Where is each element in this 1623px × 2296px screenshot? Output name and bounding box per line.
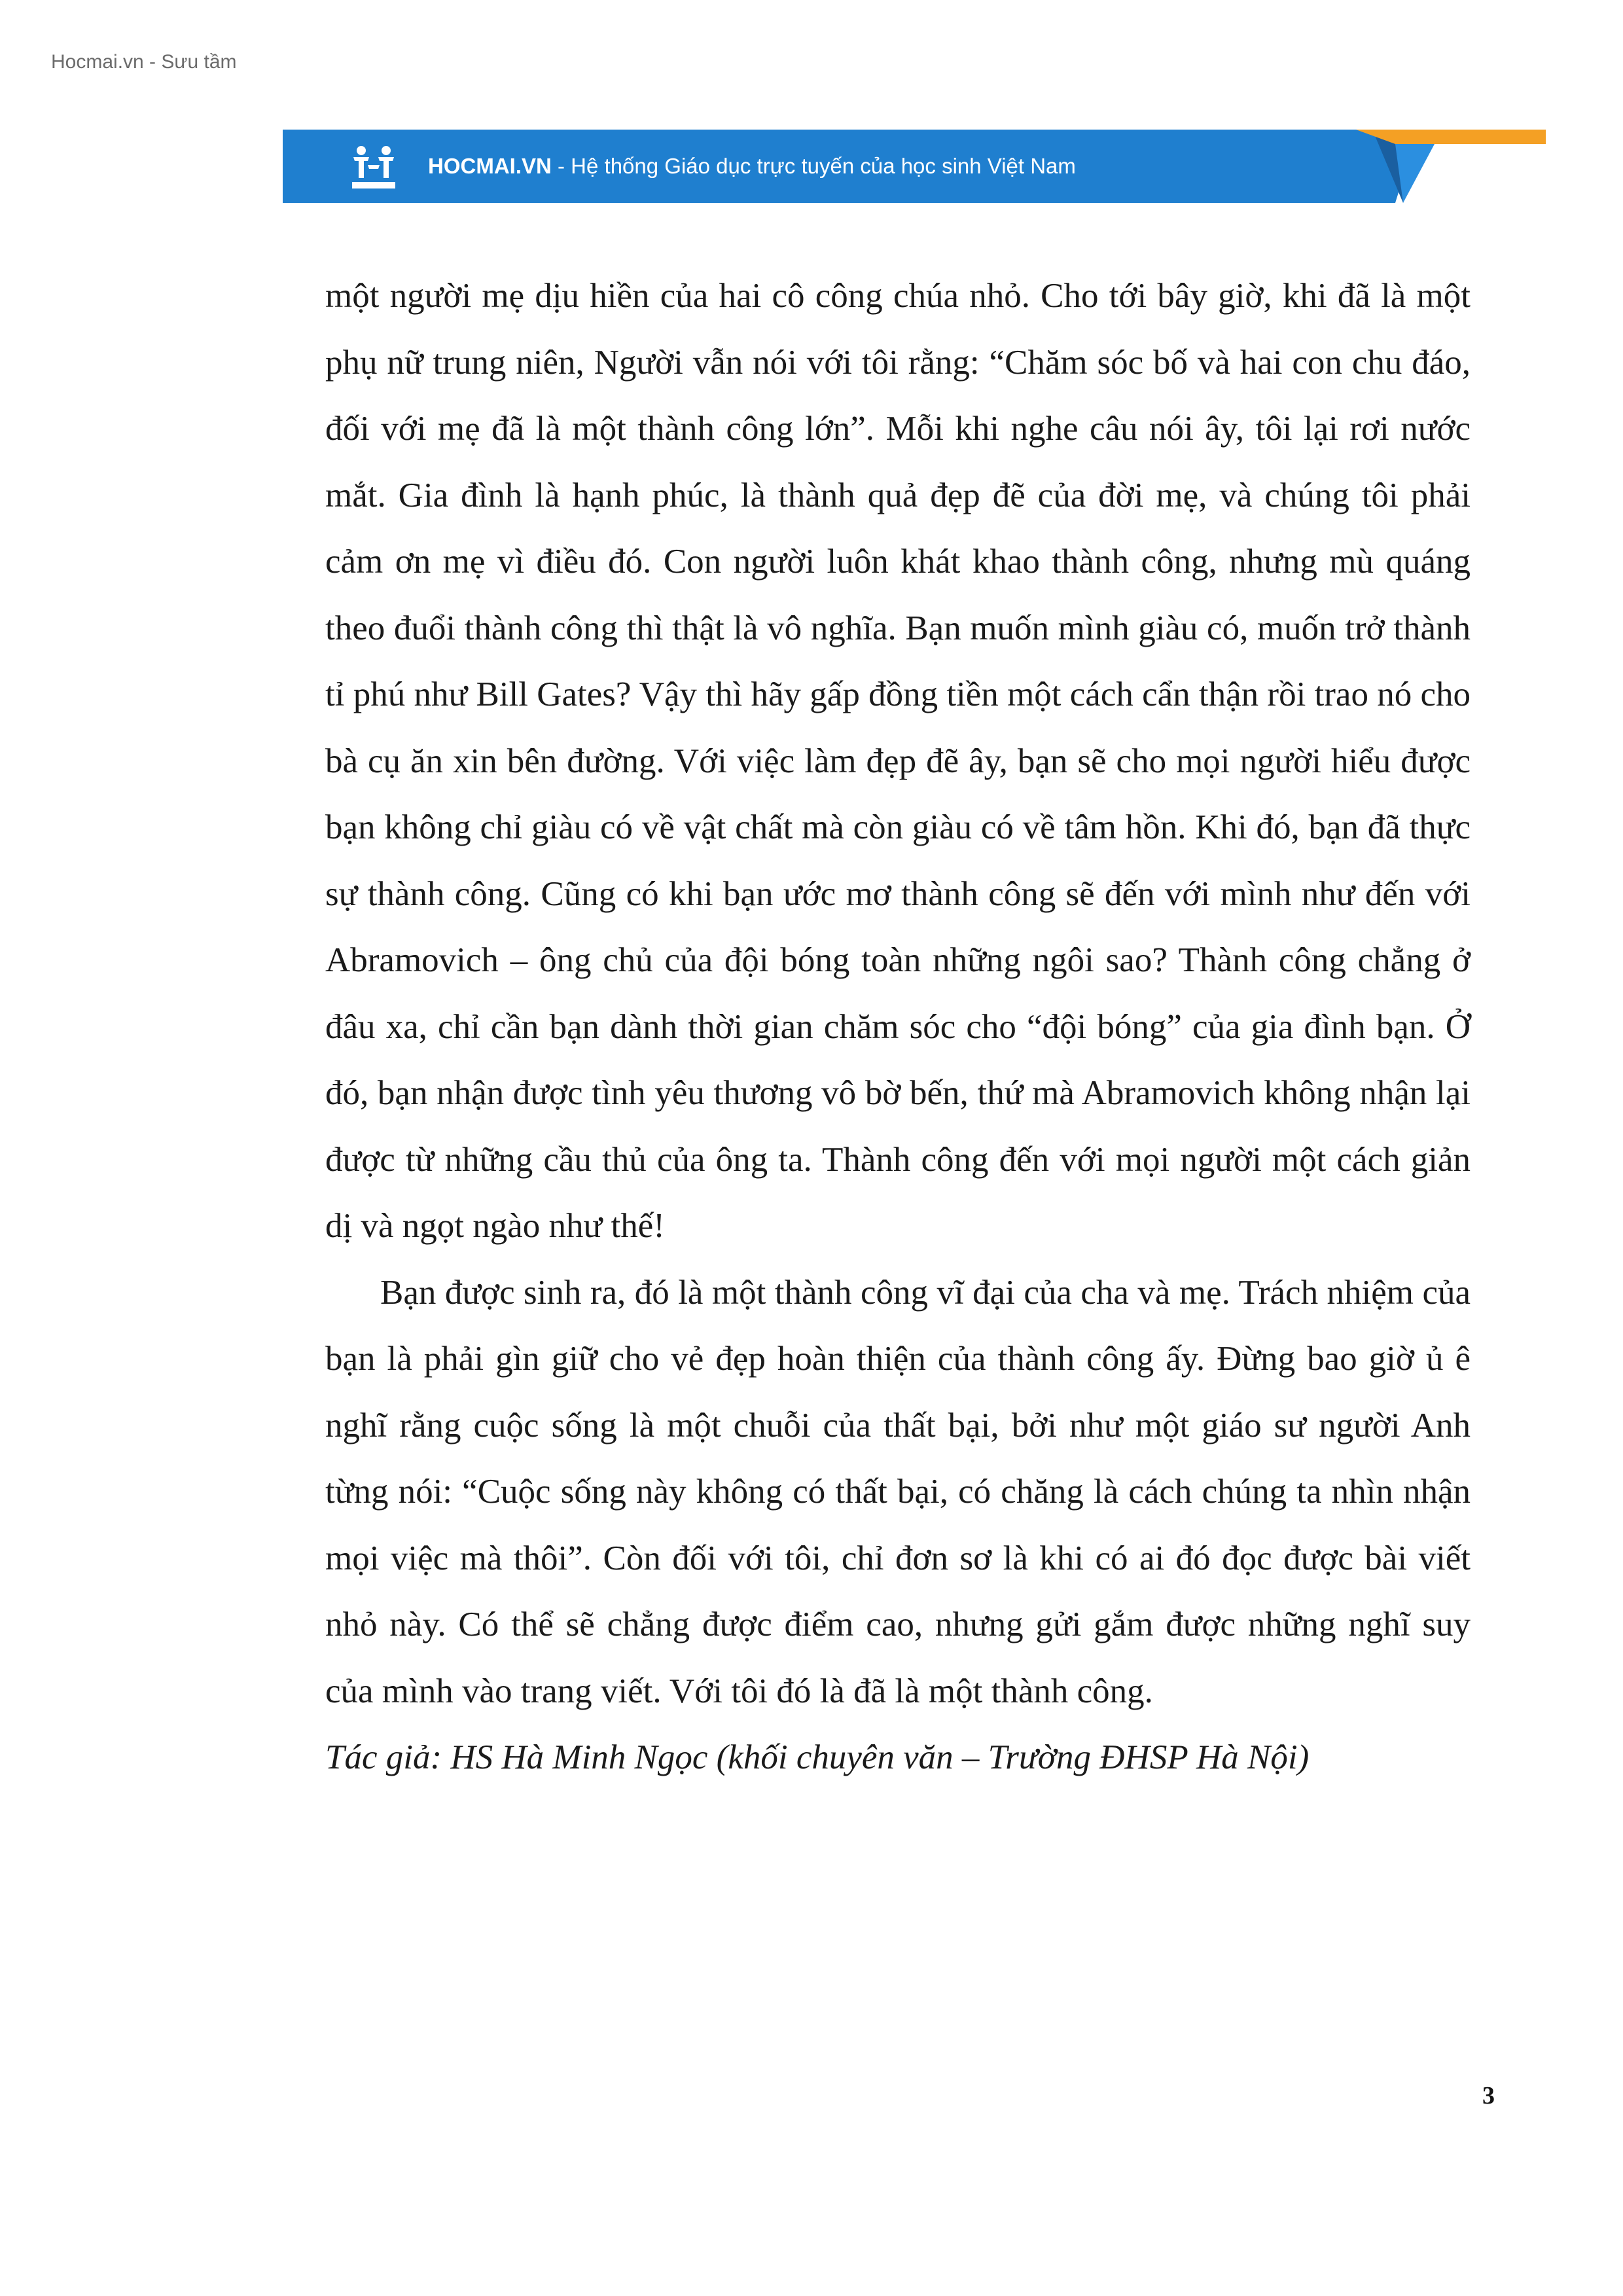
page-number: 3 <box>1482 2082 1495 2109</box>
author-credit: Tác giả: HS Hà Minh Ngọc (khối chuyên văn – Trường ĐHSP Hà Nội) <box>325 1738 1310 1776</box>
hocmai-logo-icon <box>348 141 399 192</box>
banner-title <box>428 130 1076 203</box>
brand-name: HOCMAI.VN <box>428 154 552 178</box>
paragraph: một người mẹ dịu hiền của hai cô công chúa nhỏ. Cho tới bây giờ, khi đã là một phụ nữ trung niên, Người vẫn nói với tôi rằng: “Chăm sóc bố và hai con chu đáo, đối với mẹ đã là một thành công lớn”. Mỗi khi nghe câu nói ây, tôi lại rơi nước mắt. Gia đình là hạnh phúc, là thành quả đẹp đẽ của đời mẹ, và chúng tôi phải cảm ơn mẹ vì điều đó. Con người luôn khát khao thành công, nhưng mù quáng theo đuổi thành công thì thật là vô nghĩa. Bạn muốn mình giàu có, muốn trở thành tỉ phú như Bill Gates? Vậy thì hãy gấp đồng tiền một cách cẩn thận rồi trao nó cho bà cụ ăn xin bên đường. Với việc làm đẹp đẽ ây, bạn sẽ cho mọi người hiểu được bạn không chỉ giàu có về vật chất mà còn giàu có về tâm hồn. Khi đó, bạn đã thực sự thành công. Cũng có khi bạn ước mơ thành công sẽ đến với mình như đến với Abramovich – ông chủ của đội bóng toàn những ngôi sao? Thành công chẳng ở đâu xa, chỉ cần bạn dành thời gian chăm sóc cho “đội bóng” của gia đình bạn. Ở đó, bạn nhận được tình yêu thương vô bờ bến, thứ mà Abramovich không nhận lại được từ những cầu thủ của ông ta. Thành công đến với mọi người một cách giản dị và ngọt ngào như thế! <box>325 277 1471 1245</box>
paragraph: Bạn được sinh ra, đó là một thành công vĩ đại của cha và mẹ. Trách nhiệm của bạn là phải gìn giữ cho vẻ đẹp hoàn thiện của thành công ấy. Đừng bao giờ ủ ê nghĩ rằng cuộc sống là một chuỗi của thất bại, bởi như một giáo sư người Anh từng nói: “Cuộc sống này không có thất bại, có chăng là cách chúng ta nhìn nhận mọi việc mà thôi”. Còn đối với tôi, chỉ đơn sơ là khi có ai đó đọc được bài viết nhỏ này. Có thể sẽ chẳng được điểm cao, nhưng gửi gắm được những nghĩ suy của mình vào trang viết. Với tôi đó là đã là một thành công. <box>325 1273 1471 1710</box>
watermark-text: Hocmai.vn - Sưu tầm <box>51 51 237 73</box>
brand-tagline: - Hệ thống Giáo dục trực tuyến của học sinh Việt Nam <box>551 154 1076 178</box>
header-banner <box>283 130 1546 203</box>
article-body <box>325 263 1471 1791</box>
